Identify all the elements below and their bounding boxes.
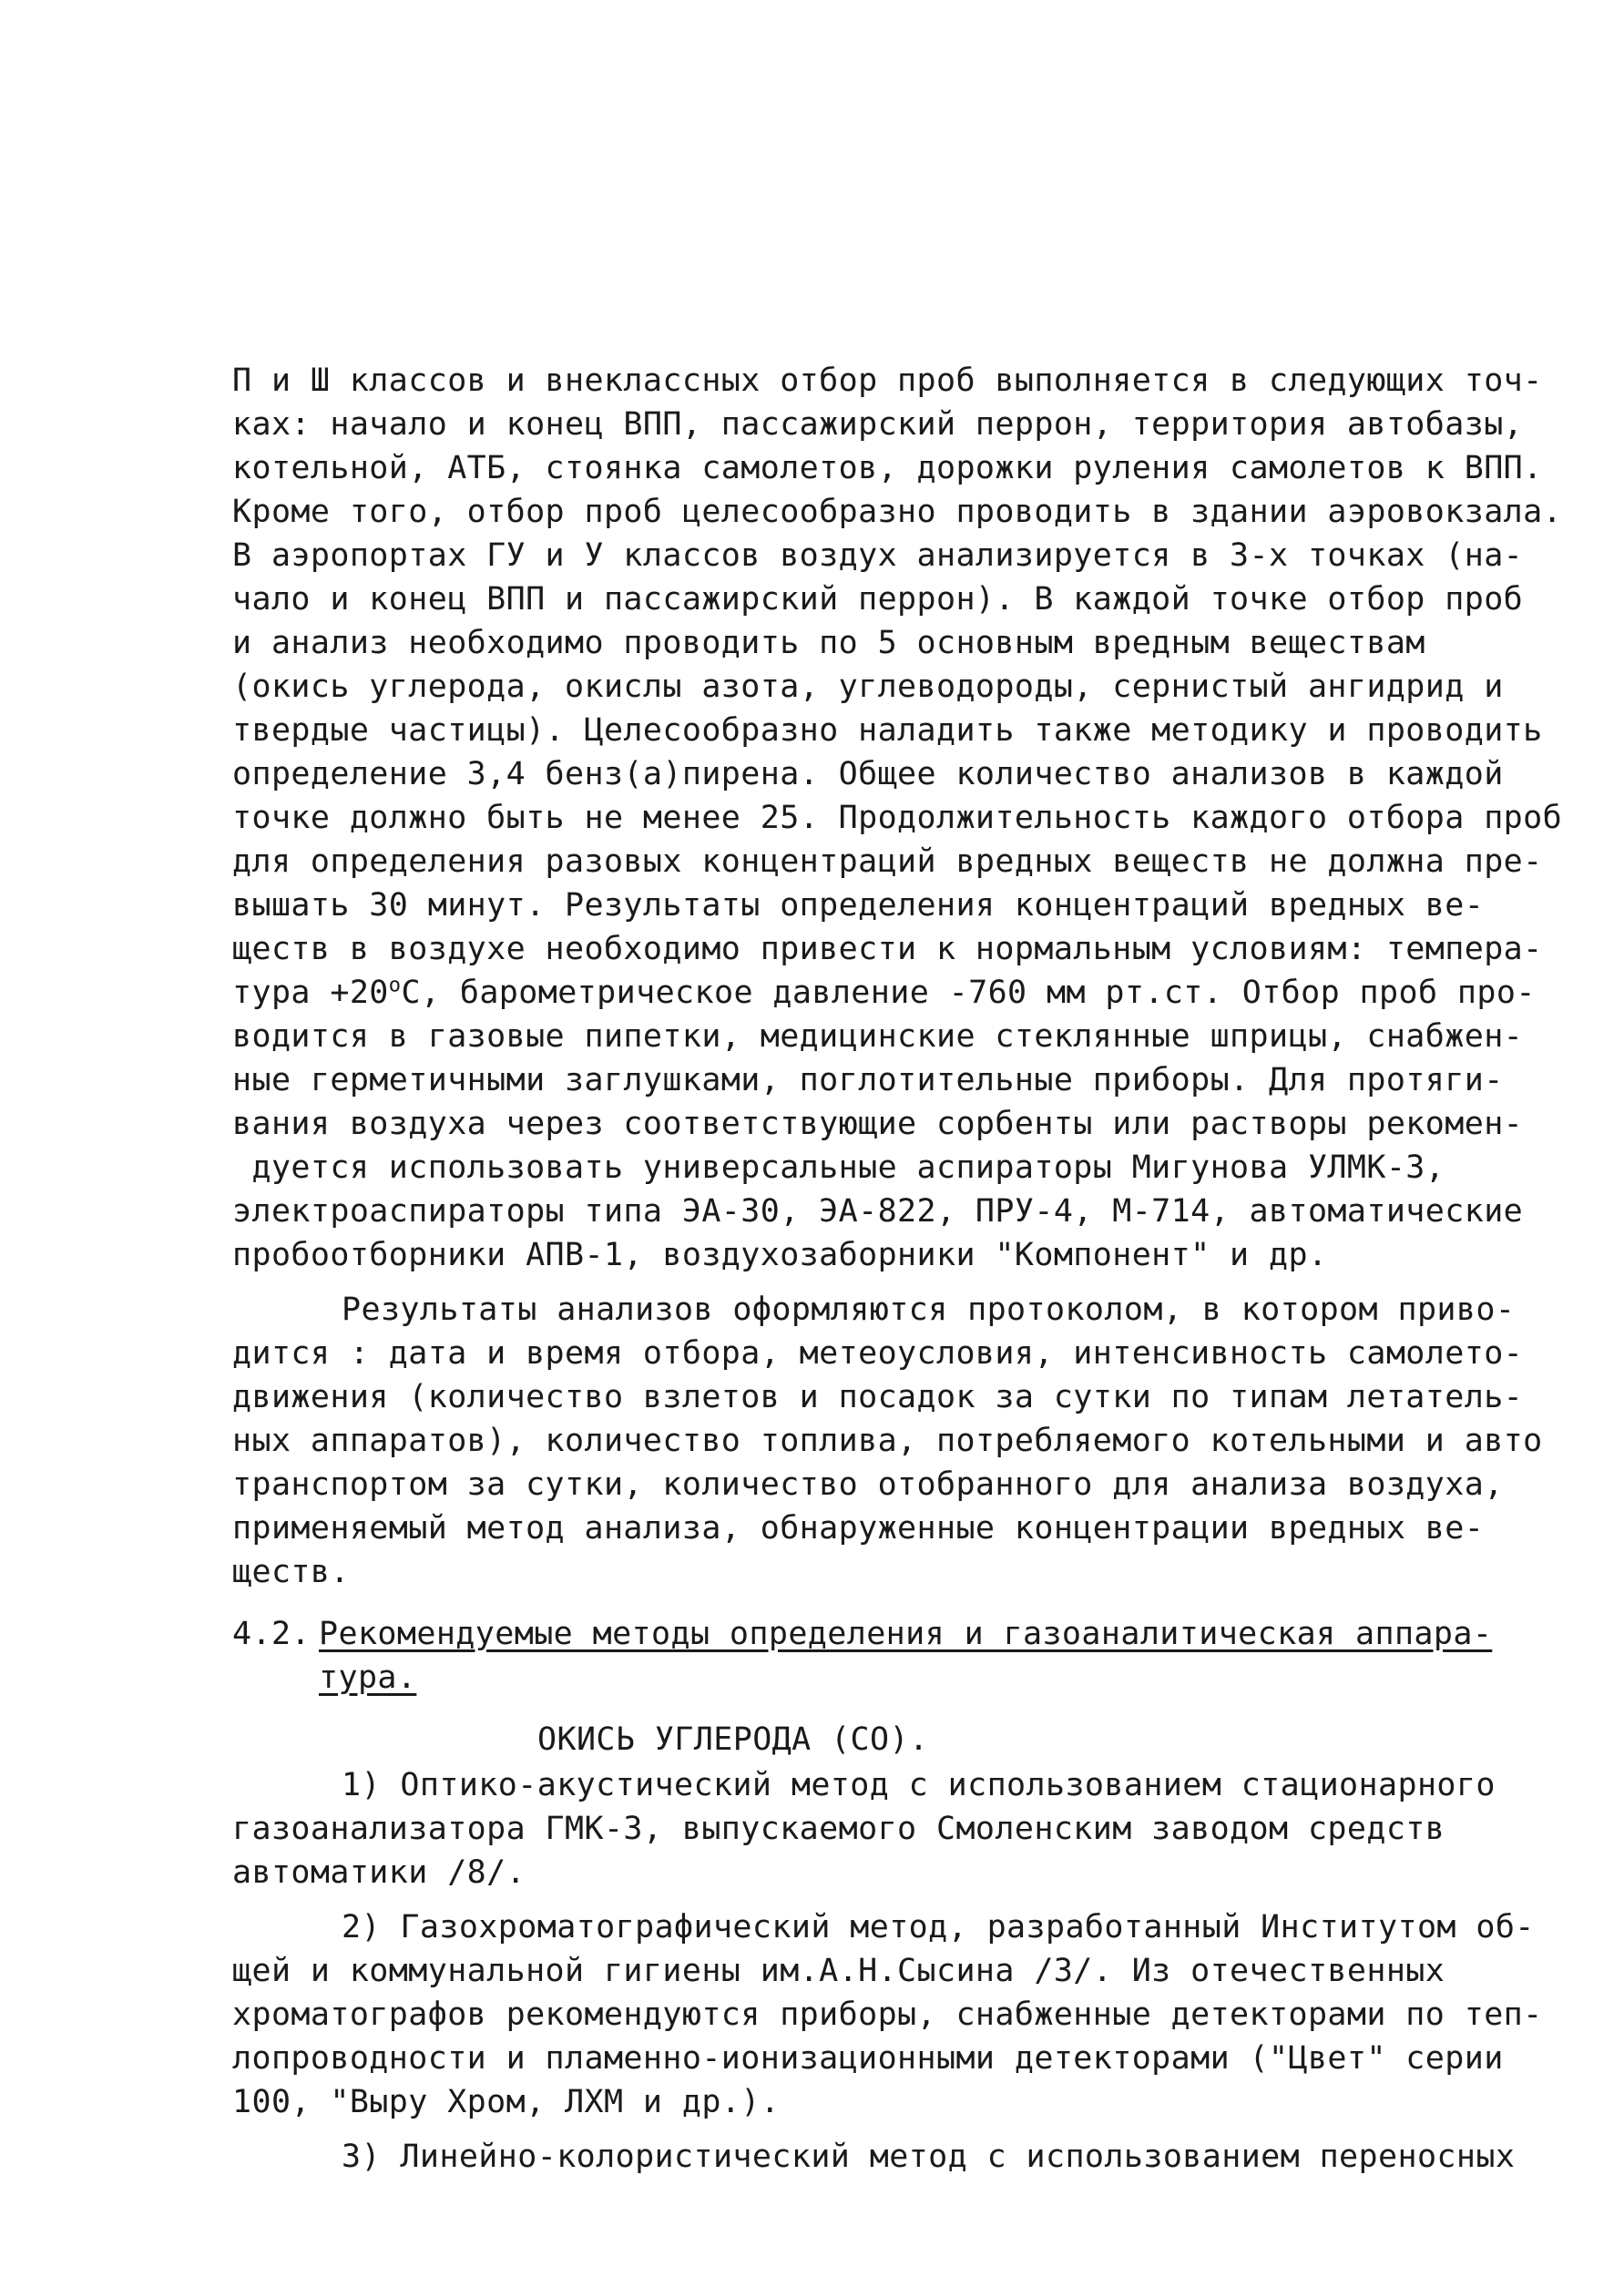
text-line: П и Ш классов и внеклассных отбор проб выполняется в следующих точ- [232,362,1543,399]
text-line-temperature [232,971,1536,1015]
list-item-line: автоматики /8/. [232,1854,526,1891]
text-line: ках: начало и конец ВПП, пассажирский перрон, территория автобазы, [232,406,1524,443]
text-line: ществ в воздухе необходимо привести к нормальным условиям: темпера- [232,931,1543,967]
text-line: дится : дата и время отбора, метеоусловия, интенсивность самолето- [232,1335,1524,1372]
text-line: движения (количество взлетов и посадок за сутки по типам летатель- [232,1379,1524,1415]
text-line: применяемый метод анализа, обнаруженные концентрации вредных ве- [232,1510,1485,1547]
list-item-line: газоанализатора ГМК-3, выпускаемого Смоленским заводом средств [232,1811,1445,1847]
text-line: и анализ необходимо проводить по 5 основным вредным веществам [232,625,1425,661]
list-item-line: лопроводности и пламенно-ионизационными детекторами ("Цвет" серии [232,2040,1504,2077]
list-item-line: 3) Линейно-колористический метод с использованием переносных [342,2139,1516,2175]
text-line: Результаты анализов оформляются протоколом, в котором приво- [342,1292,1516,1328]
text-line: электроаспираторы типа ЭА-30, ЭА-822, ПРУ-4, М-714, автоматические [232,1193,1524,1230]
text-line: котельной, АТБ, стоянка самолетов, дорожки руления самолетов к ВПП. [232,450,1543,486]
text-line: Кроме того, отбор проб целесообразно проводить в здании аэровокзала. [232,494,1563,530]
section-number: 4.2. [232,1616,311,1652]
text-line: точке должно быть не менее 25. Продолжительность каждого отбора проб [232,800,1563,836]
text-line: В аэропортах ГУ и У классов воздух анализируется в 3-х точках (на- [232,537,1524,574]
list-item-line: 2) Газохроматографический метод, разработанный Институтом об- [342,1909,1535,1945]
section-title: Рекомендуемые методы определения и газоаналитическая аппара- [319,1616,1493,1652]
text-line: водится в газовые пипетки, медицинские стеклянные шприцы, снабжен- [232,1018,1524,1055]
text-line: транспортом за сутки, количество отобранного для анализа воздуха, [232,1466,1504,1503]
list-item-line: 1) Оптико-акустический метод с использованием стационарного [342,1767,1496,1803]
text-line: вания воздуха через соответствующие сорбенты или растворы рекомен- [232,1106,1524,1142]
list-item-line: 100, "Выру Хром, ЛХМ и др.). [232,2084,781,2120]
text-line: определение 3,4 бенз(а)пирена. Общее количество анализов в каждой [232,756,1504,792]
temp-after: С, барометрическое давление -760 мм рт.ст. Отбор проб про- [401,975,1536,1011]
text-line: ные герметичными заглушками, поглотительные приборы. Для протяги- [232,1062,1504,1098]
text-line: ных аппаратов), количество топлива, потребляемого котельными и авто [232,1423,1543,1459]
text-line: чало и конец ВПП и пассажирский перрон). В каждой точке отбор проб [232,581,1524,618]
temp-before: тура +20 [232,975,389,1011]
text-line: ществ. [232,1554,350,1590]
heading-co: ОКИСЬ УГЛЕРОДА (СО). [537,1721,929,1758]
text-line: дуется использовать универсальные аспираторы Мигунова УЛМК-3, [232,1149,1445,1186]
list-item-line: хроматографов рекомендуются приборы, снабженные детекторами по теп- [232,1996,1543,2033]
list-item-line: щей и коммунальной гигиены им.А.Н.Сысина /3/. Из отечественных [232,1953,1445,1989]
section-title: тура. [319,1659,417,1696]
text-line: твердые частицы). Целесообразно наладить также методику и проводить [232,712,1543,749]
text-line: (окись углерода, окислы азота, углеводороды, сернистый ангидрид и [232,669,1504,705]
text-line: вышать 30 минут. Результаты определения концентраций вредных ве- [232,887,1485,924]
degree-superscript: о [388,974,402,997]
text-line: пробоотборники АПВ-1, воздухозаборники "Компонент" и др. [232,1237,1328,1273]
text-line: для определения разовых концентраций вредных веществ не должна пре- [232,843,1543,880]
